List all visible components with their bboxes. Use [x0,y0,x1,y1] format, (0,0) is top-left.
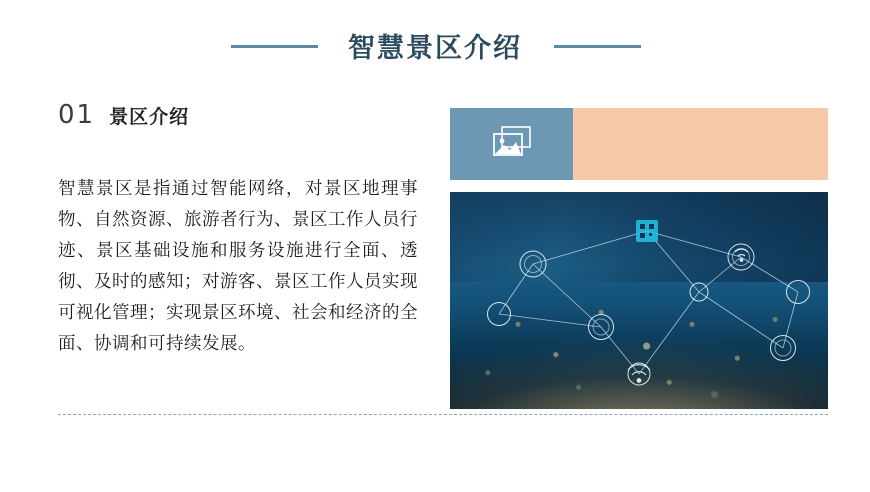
header-rule-right [554,45,641,48]
page-title: 智慧景区介绍 [348,33,522,64]
scenic-area-photo [450,192,828,409]
left-content-column [58,100,428,360]
section-heading [58,100,428,134]
section-body-text: 智慧景区是指通过智能网络，对景区地理事物、自然资源、旅游者行为、景区工作人员行迹、景区基础设施和服务设施进行全面、透彻、及时的感知；对游客、景区工作人员实现可视化管理；实现景区环境、社会和经济的全面、协调和可持续发展。 [58,179,418,354]
banner-color-fill [573,108,828,180]
section-number: 01 [58,100,96,130]
image-placeholder-icon [491,125,533,164]
network-overlay [450,192,828,409]
section-label: 景区介绍 [109,106,190,128]
banner-icon-box [450,108,573,180]
right-media-column [450,108,828,409]
bottom-divider [58,414,828,415]
slide-header [0,0,870,78]
image-banner [450,108,828,180]
